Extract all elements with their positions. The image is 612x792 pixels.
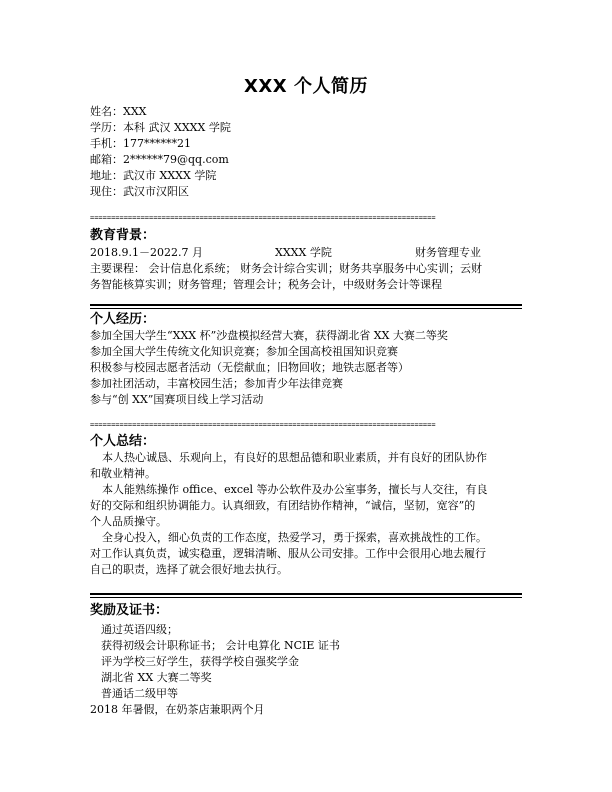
phone-line: 手机：177******21 xyxy=(90,137,191,150)
courses-line-2: 务智能核算实训；财务管理；管理会计；税务会计，中级财务会计等课程 xyxy=(90,278,442,291)
separator: ================================================================================== xyxy=(90,215,436,221)
education-heading: 教育背景： xyxy=(90,228,156,243)
name-line: 姓名：XXX xyxy=(90,105,147,118)
award-item: 通过英语四级； xyxy=(101,623,178,636)
location-line: 现住：武汉市汉阳区 xyxy=(90,185,189,198)
summary-paragraph: 个人品质操守。 xyxy=(90,515,167,528)
address-line: 地址：武汉市 XXXX 学院 xyxy=(90,169,217,182)
experience-item: 积极参与校园志愿者活动（无偿献血；旧物回收；地铁志愿者等） xyxy=(90,361,409,374)
experience-item: 参加全国大学生“XXX 杯”沙盘模拟经营大赛，获得湖北省 XX 大赛二等奖 xyxy=(90,329,448,342)
email-line: 邮箱：2******79@qq.com xyxy=(90,153,229,166)
section-divider-thin xyxy=(90,308,522,309)
award-item: 评为学校三好学生，获得学校自强奖学金 xyxy=(101,655,299,668)
separator: ================================================================================== xyxy=(90,422,436,428)
experience-heading: 个人经历： xyxy=(90,312,156,327)
summary-heading: 个人总结： xyxy=(90,434,156,449)
experience-item: 参与“创 XX”国赛项目线上学习活动 xyxy=(90,393,264,406)
summary-paragraph: 自己的职责，选择了就会很好地去执行。 xyxy=(90,563,288,576)
summary-paragraph: 本人能熟练操作 office、excel 等办公软件及办公室事务，擅长与人交往，有良 xyxy=(102,483,488,496)
awards-heading: 奖励及证书： xyxy=(90,603,169,618)
section-divider xyxy=(90,593,522,595)
page-title: XXX 个人简历 xyxy=(244,76,368,97)
award-item: 普通话二级甲等 xyxy=(101,687,178,700)
education-line: 学历：本科 武汉 XXXX 学院 xyxy=(90,121,231,134)
education-major: 财务管理专业 xyxy=(415,246,481,259)
summary-paragraph: 好的交际和组织协调能力。认真细致，有团结协作精神，“诚信，坚韧，宽容”的 xyxy=(90,499,476,512)
award-item: 湖北省 XX 大赛二等奖 xyxy=(101,671,212,684)
part-time-job-line: 2018 年暑假，在奶茶店兼职两个月 xyxy=(90,703,265,716)
experience-item: 参加社团活动，丰富校园生活；参加青少年法律竞赛 xyxy=(90,377,343,390)
summary-paragraph: 本人热心诚恳、乐观向上，有良好的思想品德和职业素质，并有良好的团队协作 xyxy=(102,451,487,464)
award-item: 获得初级会计职称证书； 会计电算化 NCIE 证书 xyxy=(101,639,340,652)
section-divider-thin xyxy=(90,597,522,598)
section-divider xyxy=(90,304,522,306)
summary-paragraph: 全身心投入，细心负责的工作态度，热爱学习，勇于探索，喜欢挑战性的工作。 xyxy=(102,531,487,544)
education-period: 2018.9.1－2022.7 月 xyxy=(90,246,203,259)
summary-paragraph: 和敬业精神。 xyxy=(90,467,156,480)
education-school: XXXX 学院 xyxy=(275,246,332,259)
summary-paragraph: 对工作认真负责，诚实稳重，逻辑清晰、服从公司安排。工作中会很用心地去履行 xyxy=(90,547,486,560)
courses-line: 主要课程： 会计信息化系统； 财务会计综合实训；财务共享服务中心实训；云财 xyxy=(90,262,482,275)
experience-item: 参加全国大学生传统文化知识竞赛；参加全国高校祖国知识竞赛 xyxy=(90,345,398,358)
